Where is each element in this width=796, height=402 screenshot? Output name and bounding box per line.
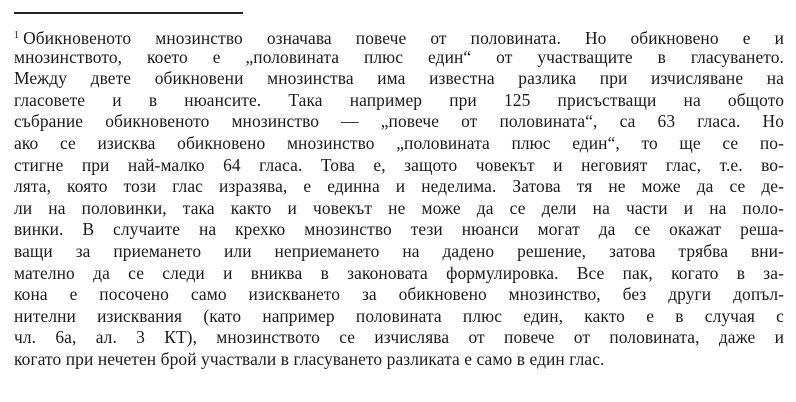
footnote-separator-rule — [14, 12, 243, 14]
footnote-text — [14, 25, 784, 371]
footnote-line-3: Между двете обикновени мнозинства има известна разлика при изчисляване на — [14, 68, 784, 89]
footnote-line-16: когато при нечетен брой участвали в гласуването разликата е само в един глас. — [14, 348, 605, 369]
footnote-line-12: мателно да се следи и вниква в законовата формулировка. Все пак, когато в за- — [14, 262, 784, 283]
footnote-marker: 1 — [14, 30, 20, 41]
footnote-line-2: мнозинството, което е „половината плюс един“ от участващите в гласуването. — [14, 46, 784, 67]
footnote-line-8: лята, която този глас изразява, е единна и неделима. Затова тя не може да се де- — [14, 176, 784, 197]
footnote-line-6: ако се изисква обикновено мнозинство „половината плюс един“, то ще се по- — [14, 132, 784, 153]
footnote-line-5: събрание обикновеното мнозинство — „повече от половината“, са 63 гласа. Но — [14, 111, 784, 132]
footnote-line-4: гласовете и в нюансите. Така например при 125 присъстващи на общото — [14, 89, 784, 110]
footnote-line-1 — [14, 25, 784, 47]
footnote-line-9: ли на половинки, така както и човекът не може да се дели на части и на поло- — [14, 197, 784, 218]
footnote-line-7: стигне при най-малко 64 гласа. Това е, защото човекът и неговият глас, т.е. во- — [14, 154, 784, 175]
footnote-line-14: нителни изисквания (като например половината плюс един, както е в случая с — [14, 305, 784, 326]
footnote-line-13: кона е посочено само изискването за обикновено мнозинство, без други допъл- — [14, 284, 784, 305]
footnote-line-10: винки. В случаите на крехко мнозинство тези нюанси могат да се окажат реша- — [14, 219, 784, 240]
footnote-line-text: Обикновеното мнозинство означава повече от половината. Но обикновено е и — [23, 28, 784, 48]
footnote-line-15: чл. 6а, ал. 3 КТ), мнозинството се изчислява от повече от половината, даже и — [14, 327, 784, 348]
footnote-line-11: ващи за приемането или неприемането на дадено решение, затова трябва вни- — [14, 240, 784, 261]
